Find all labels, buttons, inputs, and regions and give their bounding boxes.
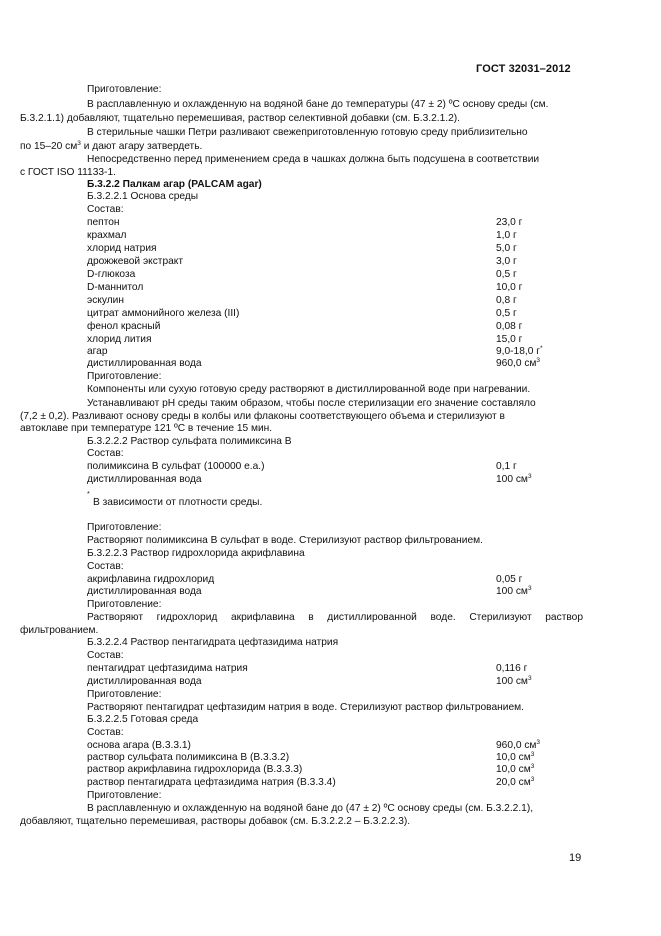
paragraph-line: В расплавленную и охлажденную на водяной бане до (47 ± 2) ºC основу среды (см. Б.3.2.2.1), bbox=[87, 803, 534, 814]
paragraph-line: добавляют, тщательно перемешивая, растворы добавок (см. Б.3.2.2.2 – Б.3.2.2.3). bbox=[20, 816, 411, 827]
subsection-title: Б.3.2.2.2 Раствор сульфата полимиксина В bbox=[87, 436, 292, 447]
prep-heading: Приготовление: bbox=[87, 84, 162, 95]
paragraph-line: Растворяют гидрохлорид акрифлавина в дистиллированной воде. Стерилизуют раствор bbox=[87, 612, 583, 623]
ingredient-name: хлорид натрия bbox=[87, 243, 157, 254]
section-title: Б.3.2.2 Палкам агар (PALCAM agar) bbox=[87, 179, 262, 190]
ingredient-amount: 0,5 г bbox=[496, 308, 517, 319]
prep-heading: Приготовление: bbox=[87, 371, 162, 382]
ingredient-amount: 0,08 г bbox=[496, 321, 523, 332]
ingredient-name: хлорид лития bbox=[87, 334, 152, 345]
ingredient-amount: 10,0 г bbox=[496, 282, 523, 293]
paragraph-line: с ГОСТ ISO 11133-1. bbox=[20, 167, 116, 178]
ingredient-amount: 5,0 г bbox=[496, 243, 517, 254]
paragraph-line: В расплавленную и охлажденную на водяной бане до температуры (47 ± 2) ºC основу среды (см. bbox=[87, 99, 549, 110]
ingredient-name: раствор сульфата полимиксина В (В.3.3.2) bbox=[87, 752, 290, 763]
ingredient-name: акрифлавина гидрохлорид bbox=[87, 574, 215, 585]
prep-heading: Приготовление: bbox=[87, 522, 162, 533]
ingredient-name: эскулин bbox=[87, 295, 124, 306]
ingredient-amount: 0,05 г bbox=[496, 574, 523, 585]
paragraph-line: Растворяют полимиксина В сульфат в воде. Стерилизуют раствор фильтрованием. bbox=[87, 535, 483, 546]
ingredient-name: D-маннитол bbox=[87, 282, 144, 293]
paragraph-line: Б.3.2.1.1) добавляют, тщательно перемешивая, раствор селективной добавки (см. Б.3.2.1.2). bbox=[20, 113, 460, 124]
ingredient-name: агар bbox=[87, 346, 108, 357]
paragraph-line: автоклаве при температуре 121 ºC в течение 15 мин. bbox=[20, 423, 273, 434]
composition-label: Состав: bbox=[87, 561, 124, 572]
ingredient-amount: 0,1 г bbox=[496, 461, 517, 472]
ingredient-amount: 960,0 $см^3$ bbox=[496, 357, 541, 369]
footnote-mark: * bbox=[87, 491, 90, 498]
ingredient-name: крахмал bbox=[87, 230, 127, 241]
page-number: 19 bbox=[569, 852, 582, 864]
subsection-title: Б.3.2.2.3 Раствор гидрохлорида акрифлавина bbox=[87, 548, 305, 559]
paragraph-line: Непосредственно перед применением среда в чашках должна быть подсушена в соответствии bbox=[87, 154, 540, 165]
ingredient-name: дистиллированная вода bbox=[87, 586, 202, 597]
paragraph-line: фильтрованием. bbox=[20, 625, 99, 636]
paragraph-line: Устанавливают рН среды таким образом, чтобы после стерилизации его значение составляло bbox=[87, 398, 536, 409]
paragraph-line: Компоненты или сухую готовую среду растворяют в дистиллированной воде при нагревании. bbox=[87, 384, 531, 395]
ingredient-amount: 20,0 $см^3$ bbox=[496, 776, 535, 788]
ingredient-name: дрожжевой экстракт bbox=[87, 256, 184, 267]
paragraph-line: по 15–20 $см^3$ и дают агару затвердеть. bbox=[20, 140, 203, 152]
ingredient-name: пентагидрат цефтазидима натрия bbox=[87, 663, 248, 674]
ingredient-name: фенол красный bbox=[87, 321, 161, 332]
ingredient-name: дистиллированная вода bbox=[87, 474, 202, 485]
document-number: ГОСТ 32031–2012 bbox=[476, 63, 571, 75]
ingredient-amount: 15,0 г bbox=[496, 334, 523, 345]
ingredient-amount: 3,0 г bbox=[496, 256, 517, 267]
paragraph-line: (7,2 ± 0,2). Разливают основу среды в колбы или флаконы соответствующего объема и стерилизуют в bbox=[20, 411, 505, 422]
footnote-ref: * bbox=[539, 345, 543, 352]
ingredient-amount: 0,5 г bbox=[496, 269, 517, 280]
ingredient-amount: 10,0 $см^3$ bbox=[496, 763, 535, 775]
prep-heading: Приготовление: bbox=[87, 790, 162, 801]
ingredient-name: дистиллированная вода bbox=[87, 676, 202, 687]
ingredient-amount: 100 $см^3$ bbox=[496, 473, 532, 485]
ingredient-amount: 0,116 г bbox=[496, 663, 528, 674]
ingredient-name: цитрат аммонийного железа (III) bbox=[87, 308, 240, 319]
ingredient-amount: 100 $см^3$ bbox=[496, 675, 532, 687]
ingredient-name: раствор акрифлавина гидрохлорида (В.3.3.3) bbox=[87, 764, 303, 775]
ingredient-name: раствор пентагидрата цефтазидима натрия (В.3.3.4) bbox=[87, 777, 336, 788]
composition-label: Состав: bbox=[87, 727, 124, 738]
ingredient-amount: 9,0-18,0 г* bbox=[496, 345, 543, 357]
prep-heading: Приготовление: bbox=[87, 689, 162, 700]
paragraph-line: Растворяют пентагидрат цефтазидим натрия в воде. Стерилизуют раствор фильтрованием. bbox=[87, 702, 524, 713]
composition-label: Состав: bbox=[87, 448, 124, 459]
subsection-title: Б.3.2.2.5 Готовая среда bbox=[87, 714, 199, 725]
ingredient-amount: 960,0 $см^3$ bbox=[496, 739, 541, 751]
paragraph-line: В стерильные чашки Петри разливают свежеприготовленную готовую среду приблизительно bbox=[87, 127, 528, 138]
ingredient-name: полимиксина В сульфат (100000 е.а.) bbox=[87, 461, 265, 472]
composition-label: Состав: bbox=[87, 650, 124, 661]
footnote-text: В зависимости от плотности среды. bbox=[93, 497, 263, 508]
composition-label: Состав: bbox=[87, 204, 124, 215]
ingredient-amount: 1,0 г bbox=[496, 230, 517, 241]
ingredient-amount: 100 $см^3$ bbox=[496, 585, 532, 597]
prep-heading: Приготовление: bbox=[87, 599, 162, 610]
subsection-title: Б.3.2.2.4 Раствор пентагидрата цефтазидима натрия bbox=[87, 637, 339, 648]
ingredient-amount: 0,8 г bbox=[496, 295, 517, 306]
ingredient-name: дистиллированная вода bbox=[87, 358, 202, 369]
ingredient-name: D-глюкоза bbox=[87, 269, 136, 280]
ingredient-name: пептон bbox=[87, 217, 120, 228]
ingredient-amount: 10,0 $см^3$ bbox=[496, 751, 535, 763]
ingredient-name: основа агара (В.3.3.1) bbox=[87, 740, 191, 751]
ingredient-amount: 23,0 г bbox=[496, 217, 523, 228]
subsection-title: Б.3.2.2.1 Основа среды bbox=[87, 191, 199, 202]
